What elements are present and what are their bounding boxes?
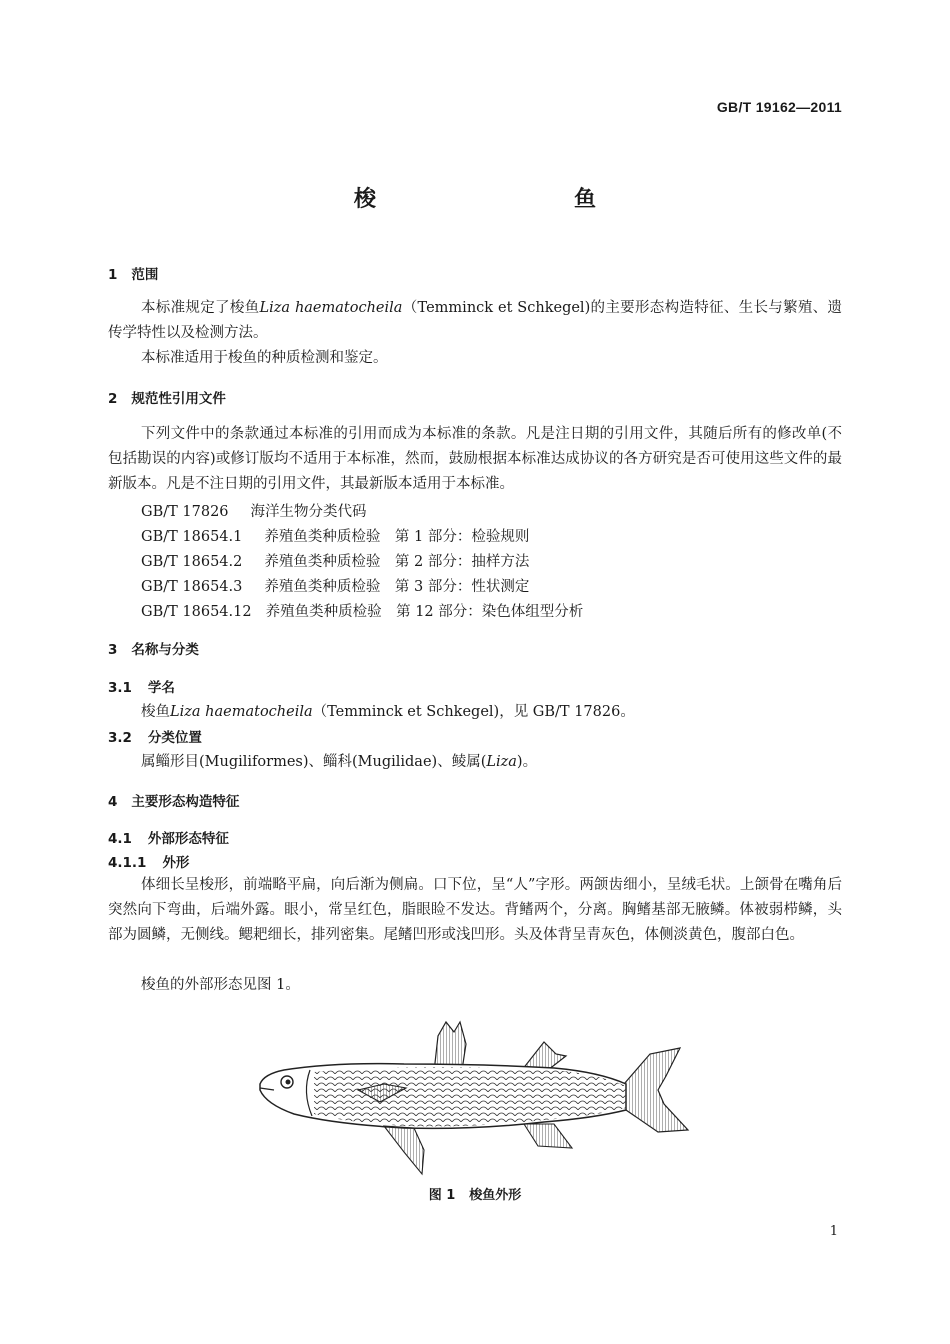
scope-text: 本标准规定了梭鱼 — [141, 300, 260, 316]
scope-paragraph-2: 本标准适用于梭鱼的种质检测和鉴定。 — [141, 350, 388, 366]
reference-name: 养殖鱼类种质检验 第 1 部分：检验规则 — [264, 529, 530, 545]
classification-text: )。 — [516, 754, 538, 770]
section-number: 3.2 — [108, 730, 132, 746]
name-text: （Temminck et Schkegel)，见 GB/T 17826。 — [312, 704, 635, 720]
morphology-paragraph: 体细长呈梭形，前端略平扁，向后渐为侧扁。口下位，呈“人”字形。两颌齿细小，呈绒毛状。上颌骨在嘴角后突然向下弯曲，后端外露。眼小，常呈红色，脂眼睑不发达。背鳍两个，分离。胸鳍基部无腋鳞。体被弱栉鳞，头部为圆鳞，无侧线。鳃耙细长，排列密集。尾鳍凹形或浅凹形。头及体背呈青灰色，体侧淡黄色，腹部白色。 — [108, 877, 842, 943]
reference-code: GB/T 18654.1 — [141, 529, 243, 545]
reference-name: 海洋生物分类代码 — [250, 504, 367, 520]
scientific-name: Liza haematocheila — [259, 300, 403, 316]
reference-name: 养殖鱼类种质检验 第 12 部分：染色体组型分析 — [265, 604, 584, 620]
reference-item — [141, 575, 529, 596]
genus-name: Liza — [486, 754, 517, 770]
section-number: 4.1.1 — [108, 855, 147, 871]
figure-caption — [0, 1184, 950, 1203]
section-number: 4.1 — [108, 831, 132, 847]
classification-text: 属鲻形目(Mugiliformes)、鲻科(Mugilidae)、鲮属( — [141, 754, 487, 770]
figure-reference: 梭鱼的外部形态见图 1。 — [141, 977, 300, 993]
classification-line — [141, 750, 537, 771]
scientific-name: Liza haematocheila — [170, 704, 313, 720]
section-heading-3 — [108, 638, 199, 658]
figure-caption-text: 梭鱼外形 — [469, 1188, 522, 1203]
section-title: 分类位置 — [147, 730, 202, 746]
figure-label: 图 1 — [428, 1188, 456, 1203]
section-title: 规范性引用文件 — [131, 391, 226, 407]
section-title: 外部形态特征 — [147, 831, 229, 847]
section-title: 主要形态构造特征 — [131, 794, 240, 810]
section-heading-4-1 — [108, 827, 229, 847]
name-text: 梭鱼 — [141, 704, 170, 720]
scope-paragraph-1 — [108, 296, 842, 346]
fish-illustration — [254, 1014, 694, 1176]
section-title: 范围 — [131, 267, 159, 283]
section-heading-4 — [108, 790, 239, 810]
scientific-name-line — [141, 700, 635, 721]
section-number: 1 — [108, 267, 118, 283]
section-title: 外形 — [162, 855, 190, 871]
reference-name: 养殖鱼类种质检验 第 3 部分：性状测定 — [264, 579, 530, 595]
page-number: 1 — [829, 1224, 838, 1239]
section-number: 3.1 — [108, 680, 132, 696]
standard-code: GB/T 19162—2011 — [716, 99, 842, 115]
scope-text: （Temminck et Schkegel)的主要形态构造特征、生长与繁殖、遗传学特性以及检测方法。 — [108, 300, 842, 341]
document-title: 梭 鱼 — [353, 187, 684, 212]
section-number: 2 — [108, 391, 118, 407]
section-number: 3 — [108, 642, 118, 658]
section-heading-4-1-1 — [108, 851, 189, 871]
section-heading-3-2 — [108, 726, 202, 746]
section-title: 名称与分类 — [131, 642, 199, 658]
section-heading-1 — [108, 263, 158, 283]
reference-code: GB/T 18654.12 — [141, 604, 252, 620]
reference-item — [141, 500, 367, 521]
section-heading-3-1 — [108, 676, 175, 696]
reference-code: GB/T 18654.3 — [141, 579, 243, 595]
reference-name: 养殖鱼类种质检验 第 2 部分：抽样方法 — [264, 554, 530, 570]
references-intro: 下列文件中的条款通过本标准的引用而成为本标准的条款。凡是注日期的引用文件，其随后所有的修改单(不包括勘误的内容)或修订版均不适用于本标准，然而，鼓励根据本标准达成协议的各方研究是否可使用这些文件的最新版本。凡是不注日期的引用文件，其最新版本适用于本标准。 — [108, 426, 842, 492]
reference-item — [141, 525, 529, 546]
reference-item — [141, 550, 529, 571]
section-title: 学名 — [147, 680, 175, 696]
section-heading-2 — [108, 387, 226, 407]
section-number: 4 — [108, 794, 118, 810]
reference-item — [141, 600, 583, 621]
reference-code: GB/T 18654.2 — [141, 554, 243, 570]
reference-code: GB/T 17826 — [141, 504, 229, 520]
